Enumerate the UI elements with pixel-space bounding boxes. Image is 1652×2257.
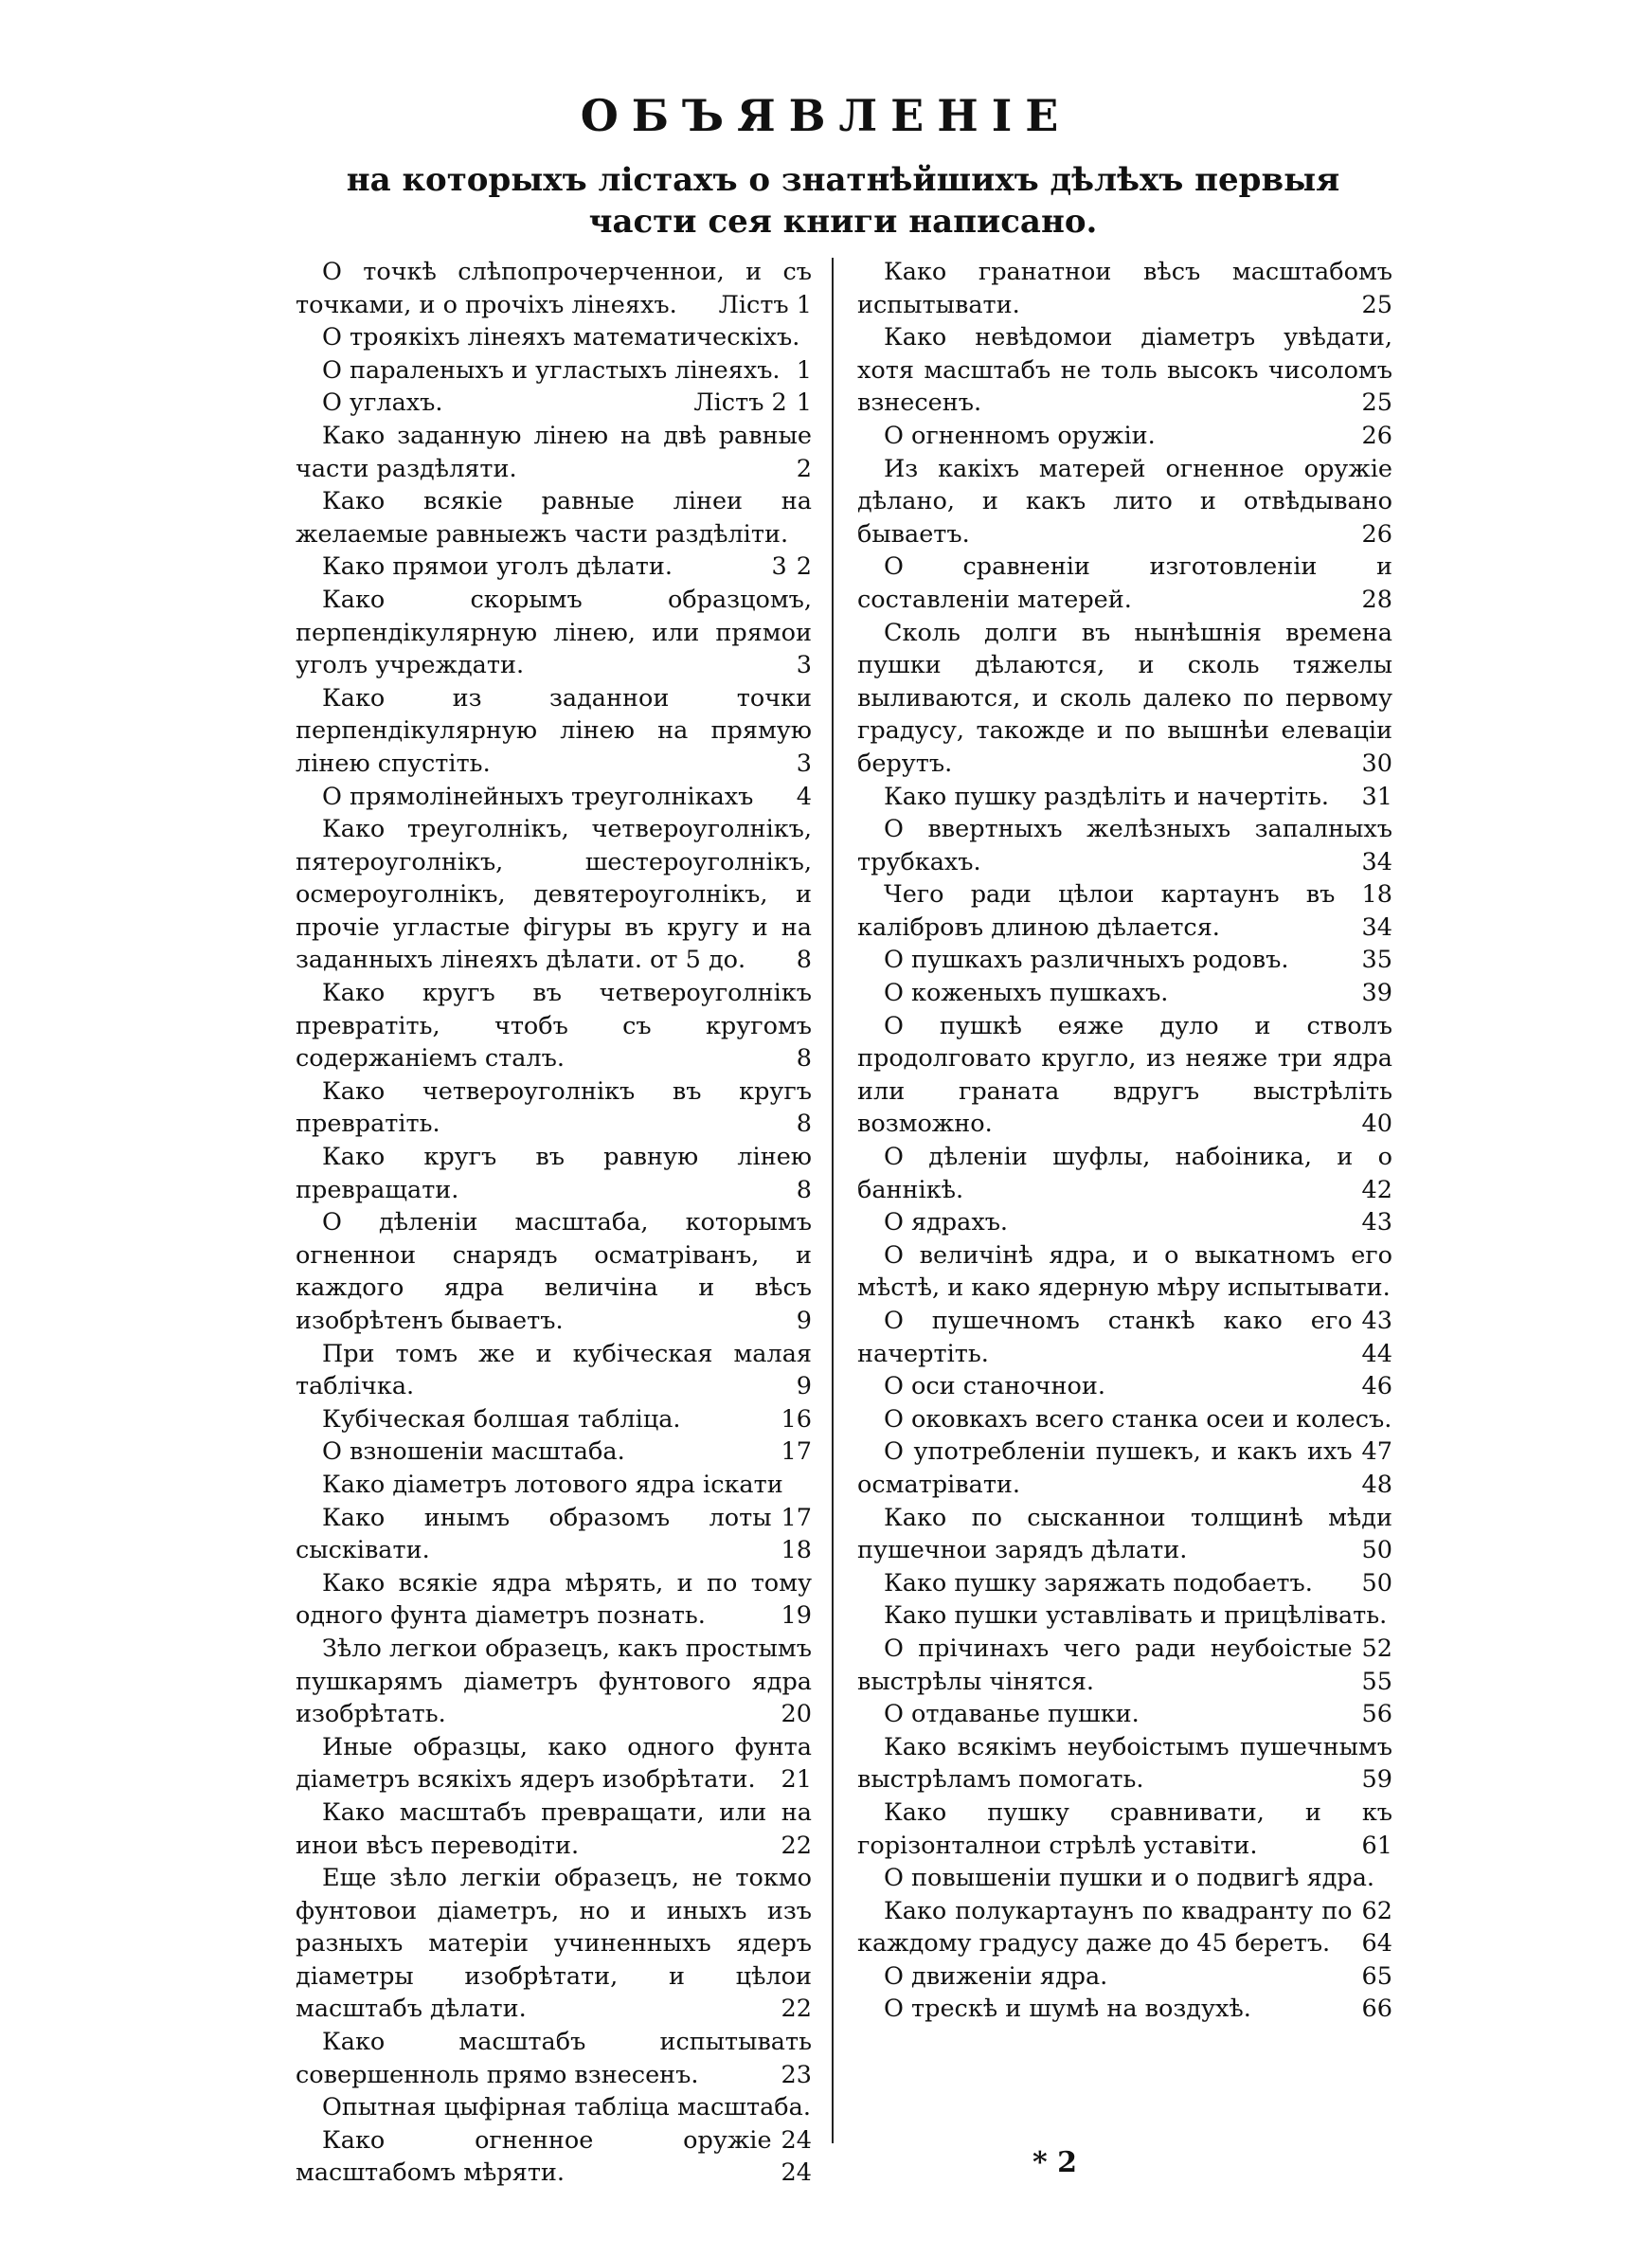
index-entry: [857, 321, 1392, 420]
entry-page-number: 52: [1361, 1634, 1392, 1663]
index-entry: [857, 878, 1392, 944]
entry-page-number: 18: [781, 1536, 812, 1565]
entry-text: Како всякiмъ неубоiстымъ пушечнымъ выстрѣламъ помогать.: [857, 1732, 1392, 1795]
index-entry: [857, 1305, 1392, 1370]
index-entry: [857, 1633, 1392, 1698]
entry-text: О величiнѣ ядра, и о выкатномъ его мѣстѣ, и како ядерную мѣру испытывати.: [857, 1240, 1392, 1303]
entry-text: Како гранатнои вѣсъ масштабомъ испытывати.: [857, 258, 1392, 319]
index-entry: [296, 977, 812, 1075]
entry-text: Како четвероуголнiкъ въ кругъ превратiть.: [296, 1076, 812, 1139]
entry-text: О прямолiнейныхъ треуголнiкахъ: [322, 782, 754, 811]
index-entry: [296, 420, 812, 485]
entry-text: Како по сысканнои толщинѣ мѣди пушечнои зарядъ дѣлати.: [857, 1503, 1392, 1565]
entry-page-number: 42: [1361, 1175, 1392, 1204]
index-entry: [857, 944, 1392, 977]
entry-page-number: 31: [1361, 782, 1392, 811]
entry-text: Из какiхъ матерей огненное оружiе дѣлано, и какъ лито и отвѣдывано бываетъ.: [857, 454, 1392, 549]
entry-text: О троякiхъ лiнеяхъ математическiхъ.: [322, 323, 800, 352]
entry-text: Како масштабъ превращати, или на инои вѣсъ переводiти.: [296, 1797, 812, 1860]
entry-text: О ввертныхъ желѣзныхъ запалныхъ трубкахъ.: [857, 815, 1392, 876]
index-entry: [296, 1731, 812, 1797]
index-entry: [857, 1797, 1392, 1862]
entry-text: Како кругъ въ четвероуголнiкъ превратiть, чтобъ съ кругомъ содержанiемъ сталъ.: [296, 979, 812, 1074]
entry-page-number: 40: [1361, 1110, 1392, 1139]
entry-page-number: 43: [1361, 1307, 1392, 1335]
entry-text: О пушечномъ станкѣ како его начертiть.: [857, 1307, 1353, 1368]
entry-text: О взношенiи масштаба.: [322, 1437, 625, 1467]
entry-text: Како дiаметръ лотового ядра iскати: [322, 1470, 783, 1499]
index-entry: [296, 387, 812, 420]
entry-page-number: 34: [1361, 912, 1392, 942]
left-column: [296, 256, 812, 2190]
entry-text: Како пушки уставлiвать и прицѣлiвать.: [884, 1601, 1388, 1631]
index-entry: [857, 1403, 1392, 1467]
index-entry: [296, 551, 812, 584]
index-entry: [857, 1698, 1392, 1731]
entry-text: Како из заданнои точки перпендiкулярную лiнею на прямую лiнею спустiть.: [296, 683, 812, 778]
index-entry: [296, 1797, 812, 1862]
index-entry: [296, 1403, 812, 1436]
entry-page-number: 22: [781, 1831, 812, 1860]
entry-text: Како всякiе ядра мѣрять, и по тому одного фунта дiаметръ познать.: [296, 1568, 812, 1631]
entry-text: Сколь долги въ нынѣшнiя времена пушки дѣлаются, и сколь тяжелы выливаются, и сколь далеко по первому градусу, такожде и по вышнѣи елевацiи берутъ.: [857, 618, 1392, 778]
entry-page-number: 21: [781, 1765, 812, 1795]
entry-text: Како невѣдомои дiаметръ увѣдати, хотя масштабъ не толь высокъ чисоломъ взнесенъ.: [857, 323, 1392, 418]
entry-page-number: 47: [1361, 1437, 1392, 1467]
entry-page-number: 17: [781, 1437, 812, 1467]
entry-page-number: 8: [796, 1110, 812, 1139]
page-subtitle: на которыхъ лiстахъ о знатнѣйшихъ дѣлѣхъ первыя части сея книги написано.: [346, 161, 1340, 241]
entry-page-number: 56: [1361, 1700, 1392, 1729]
entry-text: О сравненiи изготовленiи и составленiи матерей.: [857, 552, 1392, 614]
entry-page-number: 22: [781, 1995, 812, 2024]
entry-text: Еще зѣло легкiи образецъ, не токмо фунтовои дiаметръ, но и иныхъ изъ разныхъ матерiи учиненныхъ ядеръ дiаметры изобрѣтати, и цѣлои масштабъ дѣлати.: [296, 1864, 812, 2024]
index-entry: [857, 1502, 1392, 1567]
entry-page-number: 46: [1361, 1372, 1392, 1401]
index-entry: [857, 1895, 1392, 1960]
entry-text: О пушкахъ различныхъ родовъ.: [884, 946, 1289, 975]
index-entry: [296, 1469, 812, 1532]
entry-page-number: 44: [1361, 1339, 1392, 1368]
index-entry: [857, 1010, 1392, 1141]
entry-text: Како пушку заряжать подобаетъ.: [884, 1568, 1313, 1598]
entry-text: О движенiи ядра.: [884, 1961, 1108, 1991]
entry-text: Како скорымъ образцомъ, перпендiкулярную лiнею, или прямои уголъ учреждати.: [296, 585, 812, 680]
entry-page-number: 20: [781, 1700, 812, 1729]
index-entry: [296, 1502, 812, 1567]
entry-text: О оковкахъ всего станка осеи и колесъ.: [884, 1404, 1392, 1434]
index-entry: [296, 2026, 812, 2091]
entry-text: Опытная цыфiрная таблiца масштаба.: [322, 2093, 811, 2122]
entry-page-number: 28: [1361, 585, 1392, 614]
index-entry: [296, 1435, 812, 1469]
column-divider: [832, 258, 834, 2143]
entry-page-number: 8: [796, 1175, 812, 1204]
entry-page-number: 4: [796, 782, 812, 811]
entry-text: О дѣленiи шуфлы, набоiника, и о баннiкѣ.: [857, 1143, 1392, 1204]
entry-page-number: 39: [1361, 979, 1392, 1008]
entry-page-number: 8: [796, 946, 812, 975]
entry-text: О пушкѣ еяже дуло и стволъ продолговато кругло, из неяже три ядра или граната вдругъ выстрѣлiть возможно.: [857, 1011, 1392, 1139]
entry-page-number: 25: [1361, 388, 1392, 418]
entry-page-number: 59: [1361, 1765, 1392, 1795]
index-entry: [857, 1141, 1392, 1206]
entry-page-number: 19: [781, 1601, 812, 1631]
entry-page-number: 48: [1361, 1470, 1392, 1499]
entry-page-number: Лiстъ 1: [718, 290, 812, 319]
entry-text: О огненномъ оружiи.: [884, 421, 1156, 450]
entry-text: О повышенiи пушки и о подвигѣ ядра.: [884, 1864, 1375, 1893]
index-entry: [296, 813, 812, 977]
entry-page-number: 30: [1361, 749, 1392, 778]
entry-page-number: 3: [796, 651, 812, 680]
index-entry: [296, 1862, 812, 2026]
index-entry: [857, 453, 1392, 551]
entry-page-number: 34: [1361, 847, 1392, 876]
index-entry: [857, 1370, 1392, 1403]
index-entry: [296, 1075, 812, 1141]
index-entry: [857, 813, 1392, 878]
index-entry: [296, 682, 812, 781]
entry-text: О употребленiи пушекъ, и какъ ихъ осматрiвати.: [857, 1437, 1353, 1499]
entry-page-number: 23: [781, 2060, 812, 2089]
signature-mark: * 2: [1032, 2146, 1078, 2179]
index-entry: [857, 977, 1392, 1010]
entry-page-number: 16: [781, 1404, 812, 1434]
entry-page-number: 26: [1361, 421, 1392, 450]
entry-text: Како полукартаунъ по квадранту по каждому градусу даже до 45 беретъ.: [857, 1896, 1353, 1959]
entry-text: Како заданную лiнею на двѣ равные части раздѣляти.: [296, 421, 812, 483]
index-entry: [857, 617, 1392, 781]
entry-text: О дѣленiи масштаба, которымъ огненнои снарядъ осматрiванъ, и каждого ядра величiна и вѣсъ изобрѣтенъ бываетъ.: [296, 1208, 812, 1335]
entry-text: Чего ради цѣлои картаунъ въ 18 калiбровъ длиною дѣлается.: [857, 880, 1392, 942]
entry-page-number: Лiстъ 2: [693, 388, 787, 418]
entry-text: При томъ же и кубiческая малая таблiчка.: [296, 1339, 812, 1401]
entry-text: О коженыхъ пушкахъ.: [884, 979, 1169, 1008]
entry-text: Иные образцы, како одного фунта дiаметръ всякiхъ ядеръ изобрѣтати.: [296, 1732, 812, 1795]
entry-text: Како масштабъ испытывать совершенноль прямо взнесенъ.: [296, 2028, 812, 2089]
entry-page-number: 64: [1361, 1929, 1392, 1959]
entry-page-number: 3: [796, 749, 812, 778]
index-entry: [857, 1731, 1392, 1797]
entry-text: Како огненное оружiе масштабомъ мѣряти.: [296, 2125, 772, 2188]
entry-page-number: 50: [1361, 1536, 1392, 1565]
entry-text: О прiчинахъ чего ради неубоiстые выстрѣлы чiнятся.: [857, 1634, 1353, 1696]
entry-page-number: 65: [1361, 1961, 1392, 1991]
entry-page-number: 1: [796, 388, 812, 418]
entry-page-number: 66: [1361, 1995, 1392, 2024]
index-entry: [296, 1633, 812, 1731]
entry-text: О оси станочнои.: [884, 1372, 1105, 1401]
entry-text: Како прямои уголъ дѣлати.: [322, 552, 673, 582]
entry-text: Како инымъ образомъ лоты сыскiвати.: [296, 1503, 772, 1565]
index-entry: [857, 1960, 1392, 1994]
entry-text: Како треуголнiкъ, четвероуголнiкъ, пятероуголнiкъ, шестероуголнiкъ, осмероуголнiкъ, девятероуголнiкъ, и прочiе угластые фiгуры въ кругу и на заданныхъ лiнеяхъ дѣлати. от 5 до.: [296, 815, 812, 975]
entry-text: Кубiческая болшая таблiца.: [322, 1404, 681, 1434]
index-entry: [857, 1206, 1392, 1239]
entry-page-number: 8: [796, 1044, 812, 1074]
entry-text: Како пушку сравнивати, и къ горiзонталнои стрѣлѣ уставiти.: [857, 1797, 1392, 1860]
entry-page-number: 3: [771, 552, 787, 582]
entry-page-number: 9: [796, 1372, 812, 1401]
entry-page-number: 9: [796, 1307, 812, 1335]
entry-page-number: 17: [781, 1503, 812, 1532]
index-entry: [296, 2091, 812, 2155]
entry-text: Како пушку раздѣлiть и начертiть.: [884, 782, 1329, 811]
index-entry: [857, 1567, 1392, 1600]
entry-page-number: 35: [1361, 946, 1392, 975]
index-entry: [857, 551, 1392, 616]
index-entry: [296, 1338, 812, 1403]
index-entry: [857, 1993, 1392, 2026]
index-entry: [296, 584, 812, 682]
entry-text: О точкѣ слѣпопрочерченнои, и съ точками, и о прочiхъ лiнеяхъ.: [296, 258, 812, 319]
index-entry: [296, 2124, 812, 2190]
entry-page-number: 25: [1361, 290, 1392, 319]
entry-page-number: 61: [1361, 1831, 1392, 1860]
entry-page-number: 24: [781, 2158, 812, 2188]
index-entry: [296, 781, 812, 814]
entry-page-number: 50: [1361, 1568, 1392, 1598]
entry-text: Зѣло легкои образецъ, какъ простымъ пушкарямъ дiаметръ фунтового ядра изобрѣтать.: [296, 1634, 812, 1729]
index-entry: [296, 256, 812, 321]
entry-page-number: 2: [796, 552, 812, 582]
entry-text: О трескѣ и шумѣ на воздухѣ.: [884, 1995, 1251, 2024]
index-entry: [296, 1206, 812, 1337]
entry-page-number: 62: [1361, 1896, 1392, 1925]
index-entry: [857, 781, 1392, 814]
page-title: ОБЪЯВЛЕНIЕ: [580, 90, 1072, 141]
entry-page-number: 43: [1361, 1208, 1392, 1237]
entry-page-number: 26: [1361, 519, 1392, 549]
index-entry: [296, 1567, 812, 1633]
entry-page-number: 55: [1361, 1667, 1392, 1696]
index-entry: [857, 1599, 1392, 1663]
index-entry: [857, 1435, 1392, 1501]
entry-text: О параленыхъ и угластыхъ лiнеяхъ.: [322, 355, 781, 385]
index-entry: [296, 1141, 812, 1206]
index-entry: [857, 1862, 1392, 1925]
index-entry: [857, 420, 1392, 453]
entry-page-number: 1: [796, 355, 812, 385]
entry-page-number: 24: [781, 2125, 812, 2155]
entry-text: О отдаванье пушки.: [884, 1700, 1140, 1729]
entry-text: Како всякiе равные лiнеи на желаемые равныежъ части раздѣлiти.: [296, 487, 812, 549]
right-column: [857, 256, 1392, 2026]
index-entry: [857, 1239, 1392, 1335]
entry-text: О углахъ.: [322, 388, 443, 418]
entry-text: Како кругъ въ равную лiнею превращати.: [296, 1143, 812, 1204]
entry-text: О ядрахъ.: [884, 1208, 1009, 1237]
entry-page-number: 2: [796, 454, 812, 483]
index-entry: [857, 256, 1392, 321]
